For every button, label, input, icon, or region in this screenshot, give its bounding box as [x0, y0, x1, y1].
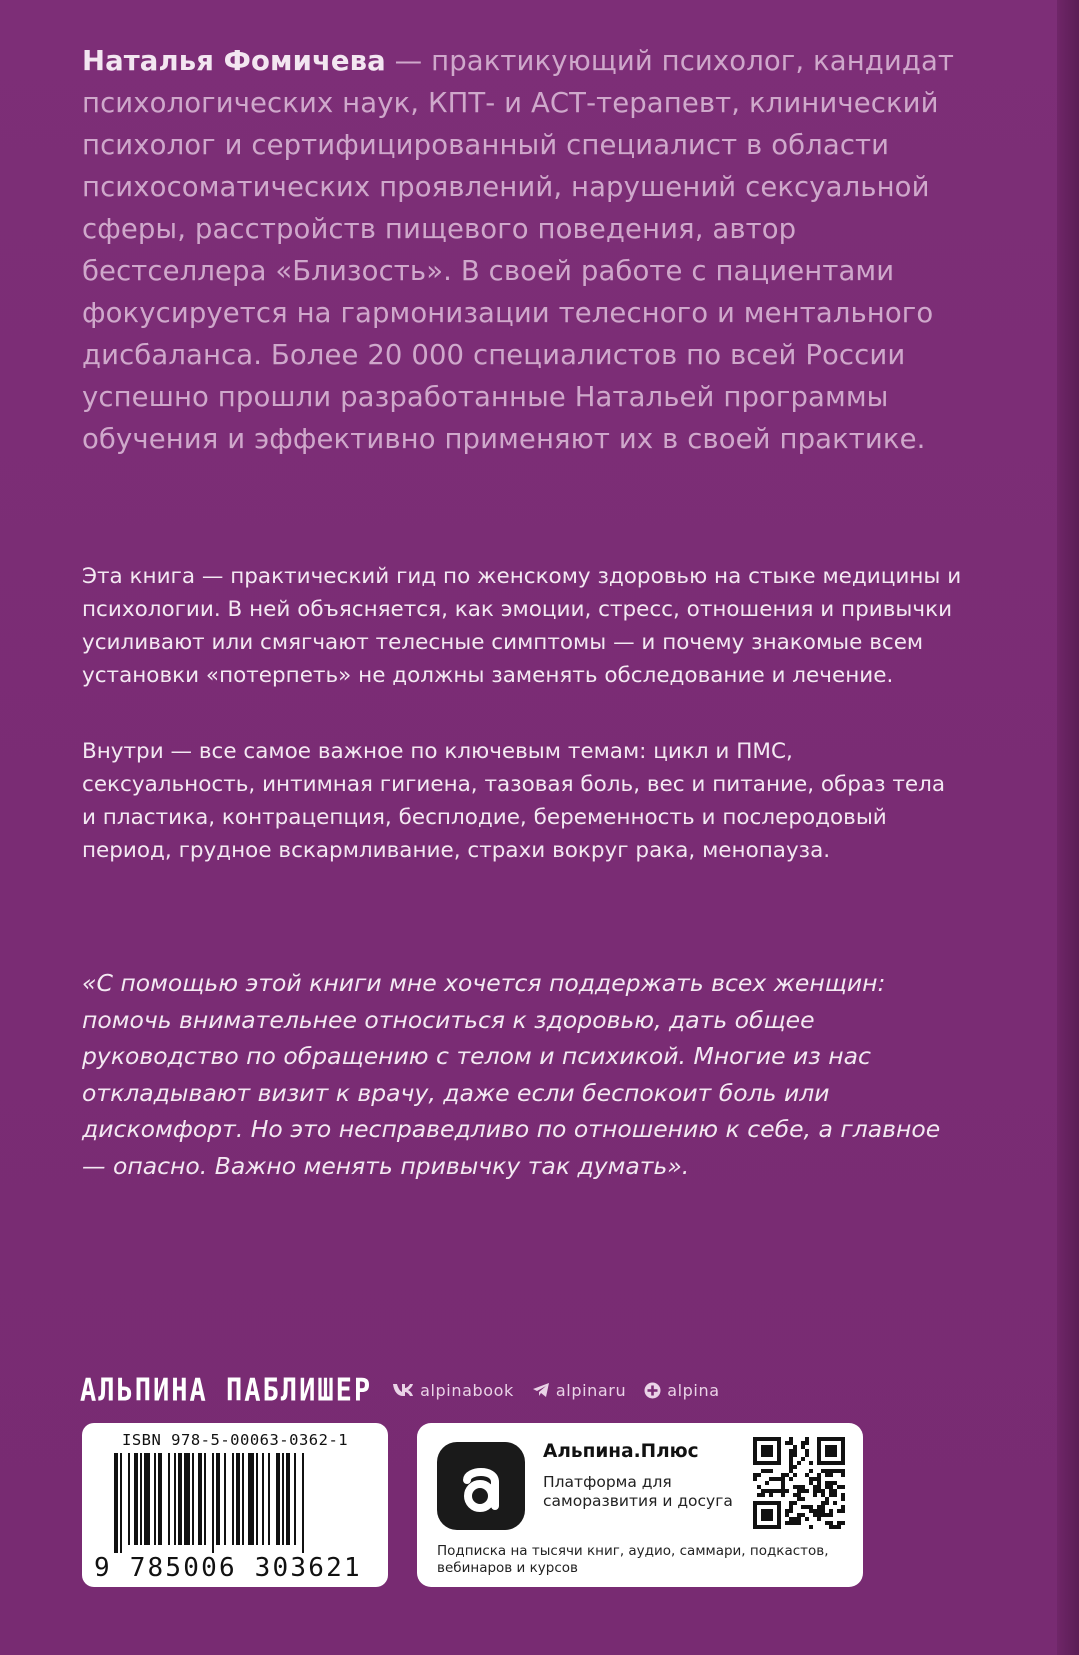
isbn-label: ISBN 978-5-00063-0362-1	[122, 1431, 349, 1449]
promo-subtitle: Платформа для саморазвития и досуга	[543, 1473, 733, 1510]
social-link-telegram[interactable]	[532, 1381, 626, 1400]
social-link-alpina[interactable]	[644, 1381, 719, 1400]
spine-edge	[1057, 0, 1079, 1655]
letter-a-icon	[437, 1442, 525, 1530]
book-description-paragraph-2: Внутри — все самое важное по ключевым темам: цикл и ПМС, сексуальность, интимная гигиена, тазовая боль, вес и питание, образ тела и пластика, контрацепция, бесплодие, беременность и послеродовый период, грудное вскармливание, страхи вокруг рака, менопауза.	[82, 739, 946, 863]
qr-code-icon[interactable]	[753, 1437, 845, 1529]
social-links	[392, 1381, 738, 1400]
telegram-icon	[532, 1382, 550, 1398]
author-bio	[82, 40, 982, 460]
alpina-plus-promo[interactable]	[417, 1423, 863, 1587]
publisher-row	[80, 1370, 738, 1410]
book-description-paragraph-1: Эта книга — практический гид по женскому здоровью на стыке медицины и психологии. В ней объясняется, как эмоции, стресс, отношения и привычки усиливают или смягчают телесные симптомы — и почему знакомые всем установки «потерпеть» не должны заменять обследование и лечение.	[82, 564, 962, 688]
isbn-barcode-box	[82, 1423, 388, 1587]
alpina-plus-app-icon	[437, 1442, 525, 1530]
social-label-alpina: alpina	[667, 1380, 720, 1400]
plus-icon	[644, 1382, 661, 1399]
social-link-vk[interactable]	[392, 1381, 514, 1400]
barcode	[110, 1453, 360, 1553]
promo-footer: Подписка на тысячи книг, аудио, саммари, подкастов, вебинаров и курсов	[437, 1543, 829, 1576]
publisher-logo: АЛЬПИНА ПАБЛИШЕР	[80, 1372, 373, 1408]
promo-title: Альпина.Плюс	[543, 1441, 699, 1462]
author-quote: «С помощью этой книги мне хочется поддержать всех женщин: помочь внимательнее относиться к здоровью, дать общее руководство по обращению с телом и психикой. Многие из нас откладывают визит к врачу, даже если беспокоит боль или дискомфорт. Но это несправедливо по отношению к себе, а главное — опасно. Важно менять привычку так думать».	[82, 969, 941, 1180]
author-bio-text: — практикующий психолог, кандидат психологических наук, КПТ- и АСТ-терапевт, клинический психолог и сертифицированный специалист в области психосоматических проявлений, нарушений сексуальной сферы, расстройств пищевого поведения, автор бестселлера «Близость». В своей работе с пациентами фокусируется на гармонизации телесного и ментального дисбаланса. Более 20 000 специалистов по всей России успешно прошли разработанные Натальей программы обучения и эффективно применяют их в своей практике.	[82, 45, 955, 455]
social-label-vk: alpinabook	[420, 1380, 514, 1400]
barcode-digits: 9 785006 303621	[94, 1553, 362, 1583]
author-name: Наталья Фомичева	[82, 45, 386, 77]
vk-icon	[392, 1383, 414, 1397]
social-label-telegram: alpinaru	[555, 1380, 627, 1400]
